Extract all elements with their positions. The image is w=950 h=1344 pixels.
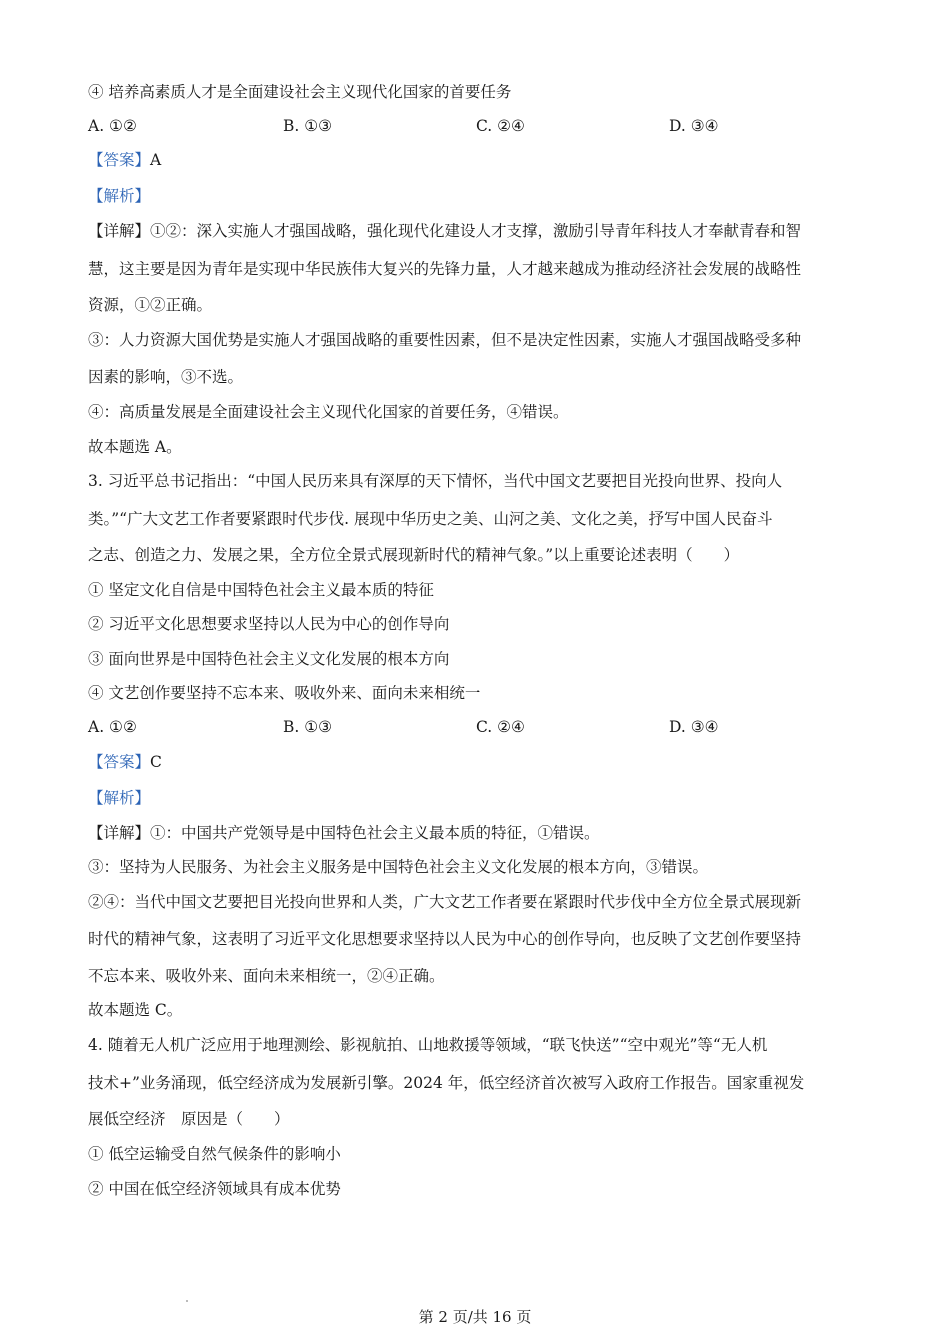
answer-tag: 【答案】 (88, 151, 151, 169)
q3-option-3: ③ 面向世界是中国特色社会主义文化发展的根本方向 (88, 650, 450, 668)
analysis-tag: 【解析】 (88, 187, 151, 205)
q2-detail-line (88, 221, 868, 241)
q2-detail-line: ③：人力资源大国优势是实施人才强国战略的重要性因素，但不是决定性因素，实施人才强国战略受多种 (88, 331, 802, 349)
q3-stem-line: 类。”“广大文艺工作者要紧跟时代步伐. 展现中华历史之美、山河之美、文化之美，抒写中国人民奋斗 (88, 510, 773, 528)
q2-choice-d: D. ③④ (669, 117, 719, 135)
analysis-tag: 【解析】 (88, 789, 151, 807)
q2-analysis-heading (88, 186, 868, 206)
q4-stem-line: 展低空经济 原因是（ ） (88, 1110, 290, 1128)
q3-option-1: ① 坚定文化自信是中国特色社会主义最本质的特征 (88, 581, 434, 599)
detail-text: ①：中国共产党领导是中国特色社会主义最本质的特征，①错误。 (150, 824, 600, 842)
q2-detail-line: 资源，①②正确。 (88, 296, 213, 314)
q2-choice-a: A. ①② (88, 117, 137, 135)
q3-stem-line: 3. 习近平总书记指出：“中国人民历来具有深厚的天下情怀，当代中国文艺要把目光投向世界、投向人 (88, 472, 783, 490)
q3-choice-b: B. ①③ (283, 718, 333, 736)
q4-stem-line: 4. 随着无人机广泛应用于地理测绘、影视航拍、山地救援等领域，“联飞快送”“空中观光”等“无人机 (88, 1036, 768, 1054)
detail-tag: 【详解】 (88, 222, 151, 240)
q2-choice-b: B. ①③ (283, 117, 333, 135)
q2-detail-line: ④：高质量发展是全面建设社会主义现代化国家的首要任务，④错误。 (88, 403, 569, 421)
q3-detail-line: ③：坚持为人民服务、为社会主义服务是中国特色社会主义文化发展的根本方向，③错误。 (88, 858, 709, 876)
q3-choice-a: A. ①② (88, 718, 137, 736)
q3-conclusion: 故本题选 C。 (88, 1001, 183, 1019)
q3-analysis-heading (88, 788, 868, 808)
q2-answer (88, 150, 868, 170)
q2-detail-line: 慧，这主要是因为青年是实现中华民族伟大复兴的先锋力量，人才越来越成为推动经济社会发展的战略性 (88, 260, 802, 278)
q2-conclusion: 故本题选 A。 (88, 438, 182, 456)
q4-option-1: ① 低空运输受自然气候条件的影响小 (88, 1145, 341, 1163)
q2-option-4: ④ 培养高素质人才是全面建设社会主义现代化国家的首要任务 (88, 83, 512, 101)
q3-detail-line: ②④：当代中国文艺要把目光投向世界和人类，广大文艺工作者要在紧跟时代步伐中全方位全景式展现新 (88, 893, 802, 911)
q3-choice-c: C. ②④ (476, 718, 525, 736)
q3-answer (88, 752, 868, 772)
q2-detail-line: 因素的影响，③不选。 (88, 368, 244, 386)
detail-text: ①②：深入实施人才强国战略，强化现代化建设人才支撑，激励引导青年科技人才奉献青春和智 (150, 222, 802, 240)
q2-choice-c: C. ②④ (476, 117, 525, 135)
q3-choice-d: D. ③④ (669, 718, 719, 736)
q4-stem-line: 技术+”业务涌现，低空经济成为发展新引擎。2024 年，低空经济首次被写入政府工作报告。国家重视发 (88, 1074, 805, 1092)
q3-detail-line: 时代的精神气象，这表明了习近平文化思想要求坚持以人民为中心的创作导向，也反映了文艺创作要坚持 (88, 930, 802, 948)
q3-stem-line: 之志、创造之力、发展之果，全方位全景式展现新时代的精神气象。”以上重要论述表明（ ） (88, 546, 740, 564)
page-footer: 第 2 页/共 16 页 (418, 1308, 532, 1326)
q3-choices (88, 717, 868, 737)
answer-value: C (150, 753, 162, 771)
answer-tag: 【答案】 (88, 753, 151, 771)
q3-option-2: ② 习近平文化思想要求坚持以人民为中心的创作导向 (88, 615, 450, 633)
q2-choices (88, 116, 868, 136)
detail-tag: 【详解】 (88, 824, 151, 842)
q3-option-4: ④ 文艺创作要坚持不忘本来、吸收外来、面向未来相统一 (88, 684, 481, 702)
answer-value: A (150, 151, 162, 169)
scan-speck (186, 1300, 188, 1302)
q4-option-2: ② 中国在低空经济领域具有成本优势 (88, 1180, 341, 1198)
q3-detail-line (88, 823, 868, 843)
q3-detail-line: 不忘本来、吸收外来、面向未来相统一，②④正确。 (88, 967, 445, 985)
